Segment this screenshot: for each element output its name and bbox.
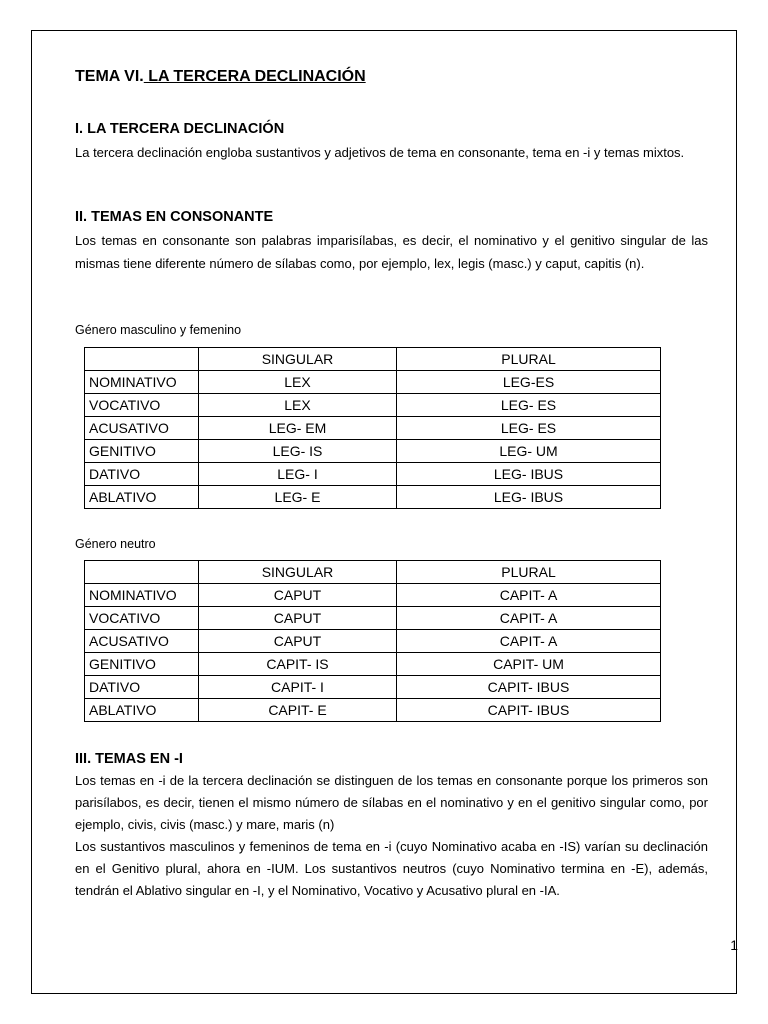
section-2-heading: II. TEMAS EN CONSONANTE <box>75 209 274 225</box>
section-3-text-2: Los sustantivos masculinos y femeninos de tema en -i (cuyo Nominativo acaba en -IS) varían su declinación en el Genitivo plural, ahora en -IUM. Los sustantivos neutros (cuyo Nominativo termina en -E), además, tendrán el Ablativo singular en -I, y el Nominativo, Vocativo y Acusativo plural en -IA. <box>75 839 708 898</box>
column-header: SINGULAR <box>199 561 397 584</box>
case-cell: NOMINATIVO <box>85 371 199 394</box>
table-row <box>85 486 661 509</box>
section-1-text: La tercera declinación engloba sustantivos y adjetivos de tema en consonante, tema en -i y temas mixtos. <box>75 145 685 160</box>
title-main: LA TERCERA DECLINACIÓN <box>143 68 366 85</box>
singular-cell: LEG- IS <box>199 440 397 463</box>
table-row <box>85 676 661 699</box>
table-neuter <box>84 560 661 722</box>
table-header-row <box>85 561 661 584</box>
page-number: 1 <box>730 937 738 953</box>
page-title <box>75 68 366 86</box>
case-cell: DATIVO <box>85 676 199 699</box>
case-cell: ACUSATIVO <box>85 417 199 440</box>
section-1-heading: I. LA TERCERA DECLINACIÓN <box>75 121 285 137</box>
case-cell: VOCATIVO <box>85 394 199 417</box>
singular-cell: LEG- EM <box>199 417 397 440</box>
table-row <box>85 417 661 440</box>
table-row <box>85 371 661 394</box>
singular-cell: CAPIT- IS <box>199 653 397 676</box>
plural-cell: LEG- IBUS <box>397 463 661 486</box>
singular-cell: LEX <box>199 371 397 394</box>
document-page <box>31 30 737 994</box>
singular-cell: LEG- I <box>199 463 397 486</box>
column-header <box>85 348 199 371</box>
table-row <box>85 630 661 653</box>
table-header-row <box>85 348 661 371</box>
table-row <box>85 584 661 607</box>
column-header <box>85 561 199 584</box>
case-cell: NOMINATIVO <box>85 584 199 607</box>
singular-cell: CAPUT <box>199 607 397 630</box>
plural-cell: LEG- ES <box>397 417 661 440</box>
section-3-heading: III. TEMAS EN -I <box>75 751 183 767</box>
singular-cell: CAPUT <box>199 584 397 607</box>
singular-cell: CAPUT <box>199 630 397 653</box>
singular-cell: LEG- E <box>199 486 397 509</box>
section-2-text: Los temas en consonante son palabras imparisílabas, es decir, el nominativo y el genitivo singular de las mismas tiene diferente número de sílabas como, por ejemplo, lex, legis (masc.) y caput, capitis (n). <box>75 233 708 271</box>
table-masculine-feminine <box>84 347 661 509</box>
case-cell: ACUSATIVO <box>85 630 199 653</box>
table-row <box>85 607 661 630</box>
column-header: SINGULAR <box>199 348 397 371</box>
title-prefix: TEMA VI. <box>75 68 144 85</box>
table-row <box>85 699 661 722</box>
table-1-caption: Género masculino y femenino <box>75 323 242 337</box>
plural-cell: CAPIT- A <box>397 584 661 607</box>
table-row <box>85 440 661 463</box>
column-header: PLURAL <box>397 348 661 371</box>
plural-cell: CAPIT- IBUS <box>397 699 661 722</box>
case-cell: DATIVO <box>85 463 199 486</box>
table-row <box>85 394 661 417</box>
singular-cell: LEX <box>199 394 397 417</box>
plural-cell: CAPIT- UM <box>397 653 661 676</box>
case-cell: VOCATIVO <box>85 607 199 630</box>
table-row <box>85 463 661 486</box>
table-2-caption: Género neutro <box>75 537 156 551</box>
plural-cell: CAPIT- IBUS <box>397 676 661 699</box>
singular-cell: CAPIT- I <box>199 676 397 699</box>
table-row <box>85 653 661 676</box>
plural-cell: LEG- IBUS <box>397 486 661 509</box>
plural-cell: LEG-ES <box>397 371 661 394</box>
case-cell: GENITIVO <box>85 653 199 676</box>
case-cell: ABLATIVO <box>85 486 199 509</box>
singular-cell: CAPIT- E <box>199 699 397 722</box>
case-cell: GENITIVO <box>85 440 199 463</box>
section-3-text-1: Los temas en -i de la tercera declinación se distinguen de los temas en consonante porque los primeros son parisílabos, es decir, tienen el mismo número de sílabas en el nominativo y en el genitivo singular como, por ejemplo, civis, civis (masc.) y mare, maris (n) <box>75 773 708 832</box>
plural-cell: CAPIT- A <box>397 607 661 630</box>
plural-cell: CAPIT- A <box>397 630 661 653</box>
column-header: PLURAL <box>397 561 661 584</box>
case-cell: ABLATIVO <box>85 699 199 722</box>
plural-cell: LEG- ES <box>397 394 661 417</box>
plural-cell: LEG- UM <box>397 440 661 463</box>
